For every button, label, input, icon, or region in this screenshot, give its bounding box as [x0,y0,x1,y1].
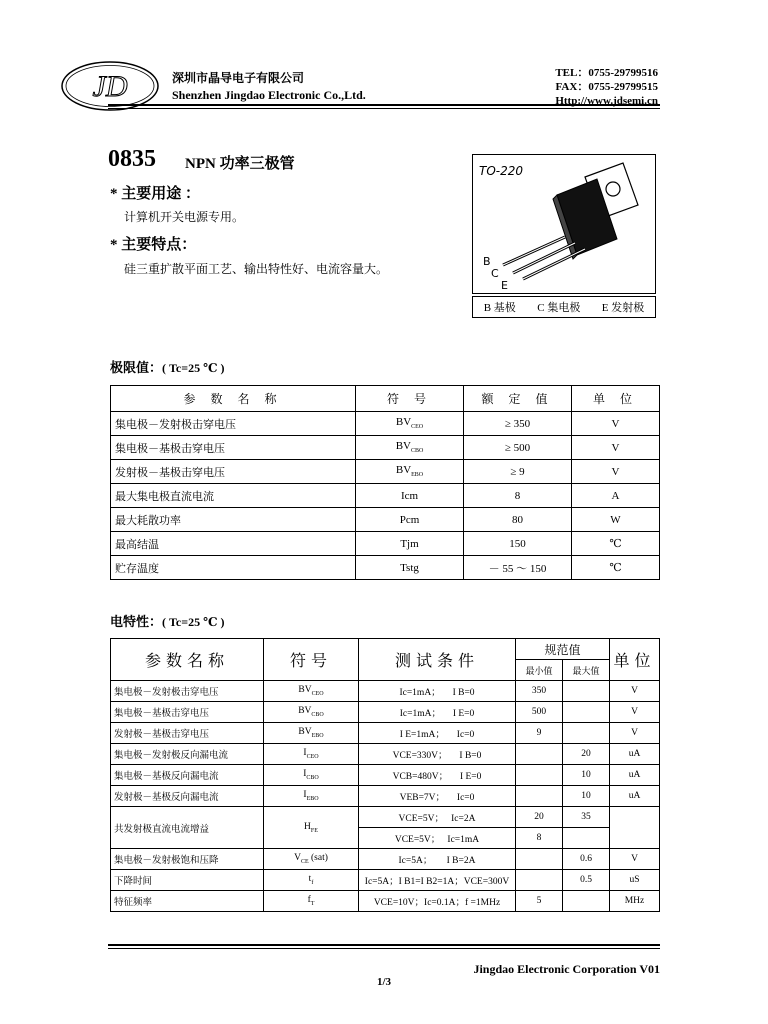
contact-info [555,66,658,108]
cell-symbol: $BV_{CEO}$ [356,412,464,436]
cell-value: － 55 ～ 150 [464,556,572,580]
cell-symbol: $V_{CE}$ (sat) [264,849,359,870]
cell-min [516,744,563,765]
elec-header-max: 最大值 [563,660,610,681]
table-row [111,891,660,912]
cell-name: 集电极－发射极饱和压降 [111,849,264,870]
cell-unit: W [572,508,660,532]
product-title: NPN 功率三极管 [185,156,295,172]
cell-max: 35 [563,807,610,828]
table-row [111,849,660,870]
limits-header-value: 额 定 值 [464,386,572,412]
cell-name: 发射极－基极击穿电压 [111,723,264,744]
cell-unit: V [610,702,660,723]
company-name-cn: 深圳市晶导电子有限公司 [172,71,305,85]
cell-min [516,765,563,786]
table-row [111,723,660,744]
cell-name: 最大耗散功率 [111,508,356,532]
elec-header-range: 规范值 [516,639,610,660]
elec-header-name: 参数名称 [111,639,264,681]
svg-text:B: B [483,255,491,268]
cell-condition: VCE=10V；Ic=0.1A；f =1MHz [359,891,516,912]
cell-symbol: $BV_{CBO}$ [264,702,359,723]
cell-symbol: $BV_{CBO}$ [356,436,464,460]
cell-condition: VEB=7V； Ic=0 [359,786,516,807]
cell-max [563,681,610,702]
cell-max [563,723,610,744]
limits-header-unit: 单 位 [572,386,660,412]
table-row [111,807,660,828]
pin-legend-e: E 发射极 [601,302,645,314]
cell-min: 500 [516,702,563,723]
table-row [111,556,660,580]
cell-symbol: $t_f$ [264,870,359,891]
cell-name: 集电极－基极反向漏电流 [111,765,264,786]
cell-value: ≥ 500 [464,436,572,460]
table-row [111,870,660,891]
cell-name: 特征频率 [111,891,264,912]
cell-unit: uS [610,870,660,891]
electrical-heading: 电特性：( Tc=25 ℃ ) [110,614,225,629]
table-row [111,532,660,556]
cell-min: 350 [516,681,563,702]
pin-legend [472,296,656,318]
cell-condition: Ic=5A；I B1=I B2=1A；VCE=300V [359,870,516,891]
footer-rule-thin [108,948,660,949]
cell-name: 发射极－基极击穿电压 [111,460,356,484]
elec-header-min: 最小值 [516,660,563,681]
cell-symbol: Pcm [356,508,464,532]
usage-text: 计算机开关电源专用。 [124,210,245,224]
cell-name: 发射极－基极反向漏电流 [111,786,264,807]
table-row [111,765,660,786]
footer-company: Jingdao Electronic Corporation V01 [473,962,660,976]
company-name-en: Shenzhen Jingdao Electronic Co.,Ltd. [172,88,366,102]
table-row [111,508,660,532]
svg-text:TO-220: TO-220 [479,164,524,178]
cell-unit: V [610,681,660,702]
cell-name: 最高结温 [111,532,356,556]
cell-unit: ℃ [572,556,660,580]
cell-unit: V [572,436,660,460]
cell-name: 集电极－发射极击穿电压 [111,412,356,436]
svg-text:JD: JD [92,70,128,103]
header-rule-thin [108,108,660,109]
footer-rule [108,944,660,946]
cell-unit: MHz [610,891,660,912]
cell-name: 共发射极直流电流增益 [111,807,264,849]
page-number: 1/3 [376,976,392,988]
package-drawing [472,154,656,294]
cell-max [563,702,610,723]
electrical-table [110,638,660,912]
table-row [111,412,660,436]
cell-symbol: Icm [356,484,464,508]
cell-unit [610,807,660,849]
cell-symbol: $f_T$ [264,891,359,912]
cell-condition: VCE=330V； I B=0 [359,744,516,765]
cell-max: 20 [563,744,610,765]
cell-value: 80 [464,508,572,532]
cell-max: 0.5 [563,870,610,891]
pin-legend-b: B 基极 [483,302,516,314]
cell-unit: V [572,412,660,436]
tel-text: TEL：0755-29799516 [555,67,658,79]
cell-value: ≥ 350 [464,412,572,436]
cell-unit: V [610,849,660,870]
limits-header-name: 参 数 名 称 [111,386,356,412]
features-heading: * 主要特点： [110,237,197,253]
cell-max [563,828,610,849]
cell-name: 贮存温度 [111,556,356,580]
web-link[interactable]: Http://www.jdsemi.cn [555,95,658,107]
cell-unit: V [610,723,660,744]
cell-condition: VCE=5V； Ic=1mA [359,828,516,849]
cell-value: 150 [464,532,572,556]
elec-header-symbol: 符号 [264,639,359,681]
limits-header-symbol: 符 号 [356,386,464,412]
cell-name: 集电极－基极击穿电压 [111,436,356,460]
cell-symbol: Tjm [356,532,464,556]
cell-symbol: $H_{FE}$ [264,807,359,849]
svg-text:E: E [501,279,508,292]
cell-name: 集电极－基极击穿电压 [111,702,264,723]
cell-min [516,849,563,870]
header-rule [108,104,660,106]
part-number: 0835 [108,146,156,172]
cell-max: 10 [563,765,610,786]
limits-table [110,385,660,580]
cell-value: 8 [464,484,572,508]
cell-name: 下降时间 [111,870,264,891]
cell-unit: uA [610,786,660,807]
table-row [111,786,660,807]
cell-condition: VCE=5V； Ic=2A [359,807,516,828]
cell-symbol: $I_{CBO}$ [264,765,359,786]
table-row [111,681,660,702]
svg-text:C: C [491,267,499,280]
cell-symbol: $I_{EBO}$ [264,786,359,807]
cell-min: 8 [516,828,563,849]
cell-unit: A [572,484,660,508]
cell-condition: Ic=1mA； I B=0 [359,681,516,702]
cell-unit: ℃ [572,532,660,556]
cell-condition: VCB=480V； I E=0 [359,765,516,786]
cell-max: 0.6 [563,849,610,870]
elec-header-condition: 测试条件 [359,639,516,681]
fax-text: FAX：0755-29799515 [555,81,658,93]
cell-value: ≥ 9 [464,460,572,484]
usage-heading: * 主要用途 ： [110,186,201,202]
cell-condition: I E=1mA； Ic=0 [359,723,516,744]
table-row [111,744,660,765]
cell-min: 20 [516,807,563,828]
table-row [111,484,660,508]
cell-symbol: Tstg [356,556,464,580]
cell-name: 集电极－发射极反向漏电流 [111,744,264,765]
table-row [111,702,660,723]
elec-header-unit: 单位 [610,639,660,681]
cell-condition: Ic=5A； I B=2A [359,849,516,870]
pin-legend-c: C 集电极 [537,302,581,314]
cell-name: 集电极－发射极击穿电压 [111,681,264,702]
limits-heading: 极限值：( Tc=25 ℃ ) [110,360,225,375]
cell-symbol: $BV_{CEO}$ [264,681,359,702]
cell-symbol: $BV_{EBO}$ [356,460,464,484]
cell-unit: V [572,460,660,484]
cell-symbol: $I_{CEO}$ [264,744,359,765]
cell-symbol: $BV_{EBO}$ [264,723,359,744]
cell-condition: Ic=1mA； I E=0 [359,702,516,723]
cell-min [516,786,563,807]
cell-min: 5 [516,891,563,912]
cell-max [563,891,610,912]
cell-min [516,870,563,891]
cell-unit: uA [610,765,660,786]
cell-max: 10 [563,786,610,807]
table-row [111,436,660,460]
features-text: 硅三重扩散平面工艺、输出特性好、电流容量大。 [124,262,389,276]
cell-name: 最大集电极直流电流 [111,484,356,508]
table-row [111,460,660,484]
cell-min: 9 [516,723,563,744]
cell-unit: uA [610,744,660,765]
